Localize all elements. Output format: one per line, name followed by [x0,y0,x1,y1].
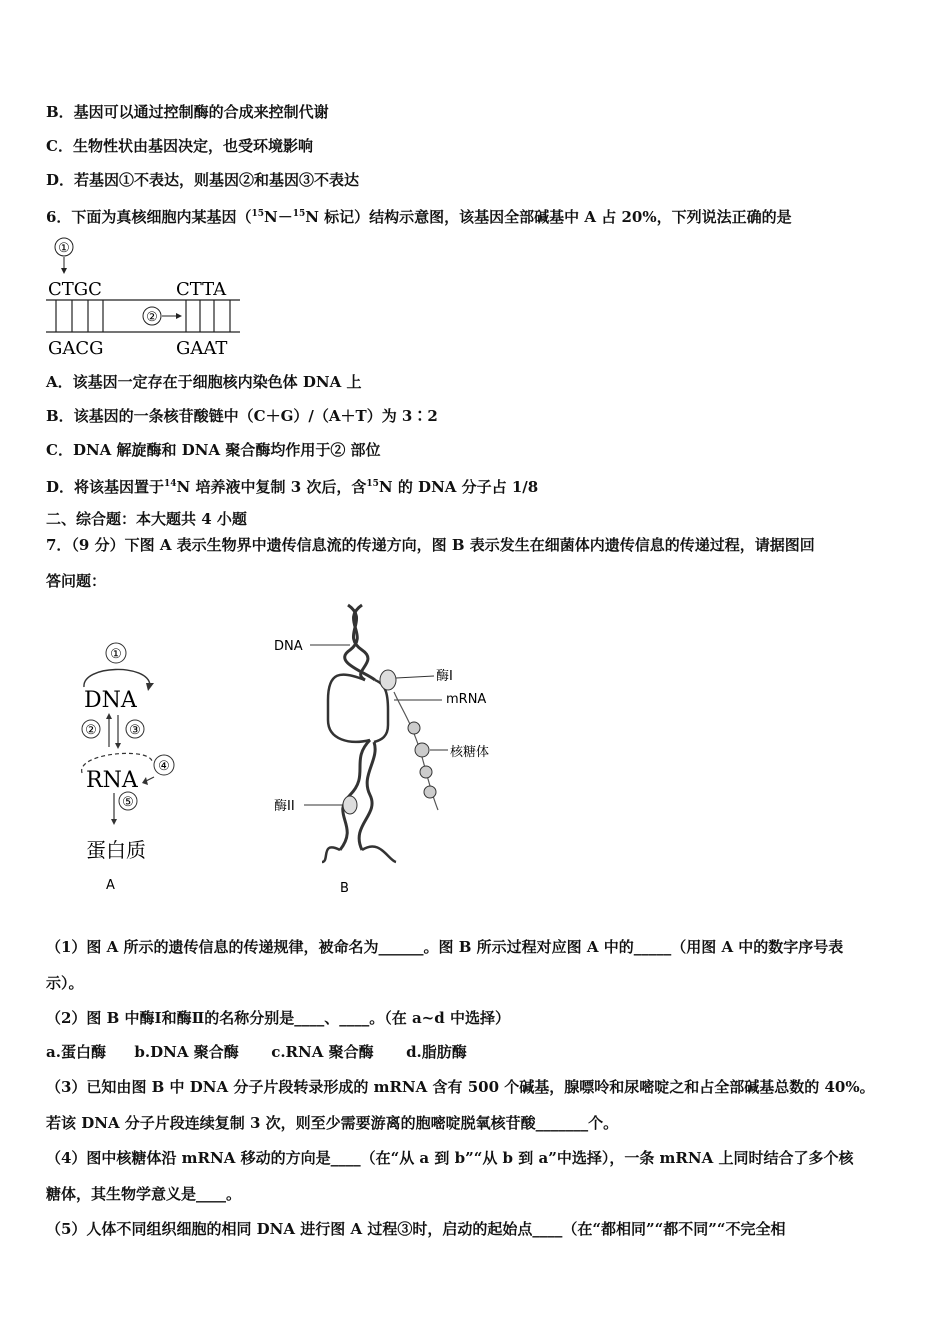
bottom-strand-right: GAAT [176,338,228,359]
bottom-strand-left: GACG [48,338,104,359]
rna-label: RNA [86,768,138,793]
figure-b-label: B [340,881,349,896]
q7-sub4-line2: 糖体，其生物学意义是____。 [46,1185,242,1203]
q6-option-d: D．将该基因置于$^{14}$N 培养液中复制 3 次后，含$^{15}$N 的 DNA 分子占 1/8 [46,478,539,496]
dna-label-b: DNA [274,639,303,654]
q7-sub2-options [46,1042,467,1062]
enzyme1-label: 酶I [436,669,453,684]
q7-sub5-line1: （5）人体不同组织细胞的相同 DNA 进行图 A 过程③时，启动的起始点____（在“都相同”“都不同”“不完全相 [46,1220,786,1238]
q7-sub1-line2: 示）。 [46,974,84,992]
q5-option-c: C．生物性状由基因决定，也受环境影响 [46,137,313,155]
mrna-label: mRNA [446,692,487,707]
q6-option-b: B．该基因的一条核苷酸链中（C＋G）/（A＋T）为 3∶2 [46,407,438,425]
figure-a-label: A [106,878,115,893]
option-d: d.脂肪酶 [406,1043,467,1061]
q7-sub4-line1: （4）图中核糖体沿 mRNA 移动的方向是____（在“从 a 到 b”“从 b 到 a”中选择），一条 mRNA 上同时结合了多个核 [46,1149,854,1167]
protein-label: 蛋白质 [86,838,146,862]
q7-sub1-line1: （1）图 A 所示的遗传信息的传递规律，被命名为______。图 B 所示过程对应图 A 中的_____（用图 A 中的数字序号表 [46,938,844,956]
q7-sub2-line1: （2）图 B 中酶Ⅰ和酶Ⅱ的名称分别是____、____。（在 a~d 中选择） [46,1009,510,1027]
ribosome-label: 核糖体 [450,745,490,760]
q5-option-b: B．基因可以通过控制酶的合成来控制代谢 [46,103,329,121]
option-a: a.蛋白酶 [46,1043,106,1061]
circle-3: ③ [129,723,141,738]
circle-5: ⑤ [122,795,134,810]
circle-4: ④ [158,759,170,774]
circle-1: ① [110,647,122,662]
section-heading: 二、综合题：本大题共 4 小题 [46,510,247,528]
top-strand-left: CTGC [48,279,102,300]
enzyme2-label: 酶II [274,799,295,814]
q5-option-d: D．若基因①不表达，则基因②和基因③不表达 [46,171,360,189]
q6-option-a: A．该基因一定存在于细胞核内染色体 DNA 上 [46,373,362,391]
marker-2: ② [146,310,158,325]
figure-b-transcription-translation [270,600,510,900]
top-strand-right: CTTA [176,279,227,300]
q7-stem-line1: 7．（9 分）下图 A 表示生物界中遗传信息流的传递方向，图 B 表示发生在细菌体内遗传信息的传递过程，请据图回 [46,536,815,554]
circle-2: ② [85,723,97,738]
q6-option-c: C．DNA 解旋酶和 DNA 聚合酶均作用于② 部位 [46,441,381,459]
q7-sub3-line1: （3）已知由图 B 中 DNA 分子片段转录形成的 mRNA 含有 500 个碱基，腺嘌呤和尿嘧啶之和占全部碱基总数的 40%。 [46,1078,875,1096]
option-c: c.RNA 聚合酶 [271,1043,374,1061]
dna-label: DNA [84,688,137,713]
marker-1: ① [58,241,70,256]
figure-a-central-dogma [62,635,202,895]
option-b: b.DNA 聚合酶 [134,1043,239,1061]
q6-gene-diagram [44,232,244,360]
q7-stem-line2: 答问题： [46,572,107,590]
q6-stem: 6．下面为真核细胞内某基因（$^{15}$N－$^{15}$N 标记）结构示意图，该基因全部碱基中 A 占 20%，下列说法正确的是 [46,208,792,226]
q7-sub3-line2: 若该 DNA 分子片段连续复制 3 次，则至少需要游离的胞嘧啶脱氧核苷酸_______个。 [46,1114,619,1132]
